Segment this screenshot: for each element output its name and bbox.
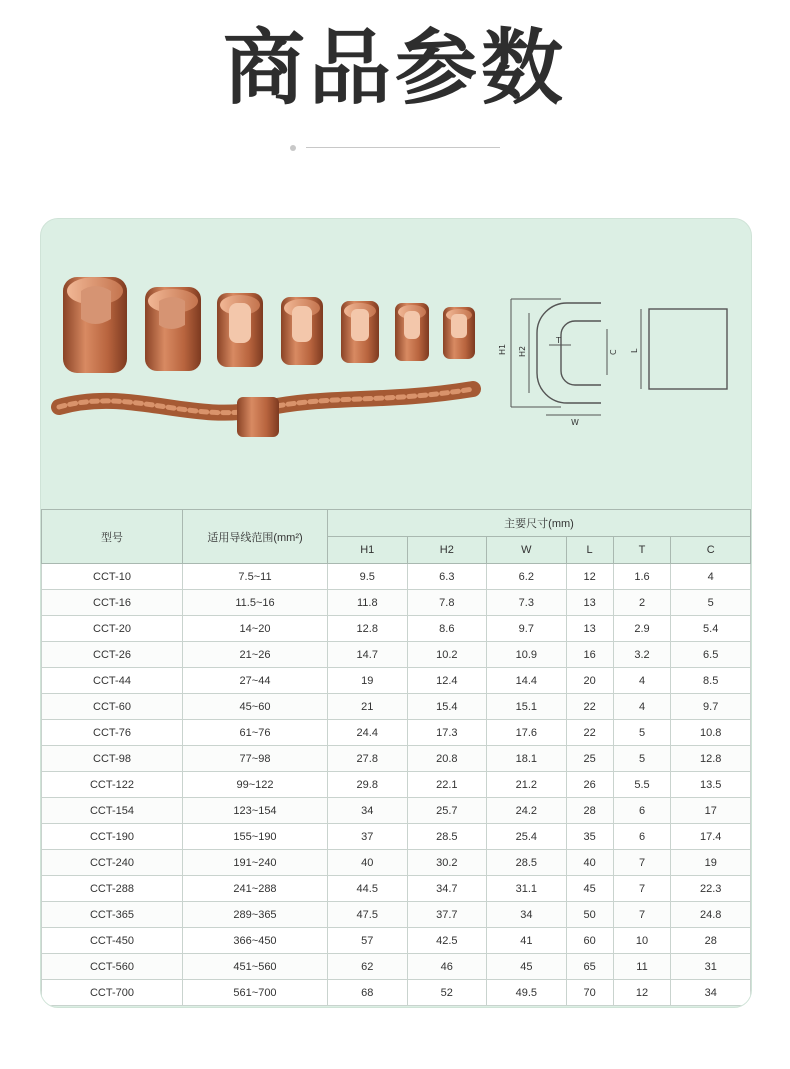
- cell-dim: 16: [566, 642, 613, 668]
- dim-label-w: W: [571, 418, 579, 427]
- cell-dim: 10: [613, 928, 671, 954]
- cell-dim: 62: [328, 954, 408, 980]
- cell-dim: 6: [613, 824, 671, 850]
- cell-dim: 27.8: [328, 746, 408, 772]
- header-dim-h2: H2: [407, 537, 487, 564]
- spec-table: [41, 509, 751, 1006]
- cell-dim: 13.5: [671, 772, 751, 798]
- cell-dim: 7.8: [407, 590, 487, 616]
- table-row: [42, 746, 751, 772]
- cell-dim: 14.4: [487, 668, 567, 694]
- cell-dim: 12.8: [328, 616, 408, 642]
- cell-dim: 22.1: [407, 772, 487, 798]
- cell-dim: 13: [566, 616, 613, 642]
- cell-dim: 17.4: [671, 824, 751, 850]
- cell-dim: 37.7: [407, 902, 487, 928]
- cell-dim: 10.8: [671, 720, 751, 746]
- dim-label-t: T: [556, 336, 561, 345]
- cell-dim: 9.5: [328, 564, 408, 590]
- cell-range: 21~26: [183, 642, 328, 668]
- header-model: 型号: [42, 510, 183, 564]
- copper-clamp-4: [281, 297, 323, 365]
- cell-dim: 25: [566, 746, 613, 772]
- table-row: [42, 668, 751, 694]
- cell-dim: 31.1: [487, 876, 567, 902]
- cell-range: 11.5~16: [183, 590, 328, 616]
- cell-range: 99~122: [183, 772, 328, 798]
- cell-dim: 8.5: [671, 668, 751, 694]
- cell-range: 155~190: [183, 824, 328, 850]
- product-illustration: [41, 219, 751, 504]
- cell-dim: 6.5: [671, 642, 751, 668]
- dim-label-c: C: [609, 349, 618, 355]
- cell-model: CCT-122: [42, 772, 183, 798]
- cell-dim: 21: [328, 694, 408, 720]
- cell-dim: 24.2: [487, 798, 567, 824]
- cell-dim: 28.5: [407, 824, 487, 850]
- cell-dim: 52: [407, 980, 487, 1006]
- table-row: [42, 616, 751, 642]
- cell-dim: 2: [613, 590, 671, 616]
- cell-dim: 22.3: [671, 876, 751, 902]
- cell-model: CCT-44: [42, 668, 183, 694]
- cell-model: CCT-98: [42, 746, 183, 772]
- cell-range: 61~76: [183, 720, 328, 746]
- cell-dim: 22: [566, 694, 613, 720]
- cell-dim: 11.8: [328, 590, 408, 616]
- table-row: [42, 590, 751, 616]
- cell-model: CCT-560: [42, 954, 183, 980]
- cell-dim: 37: [328, 824, 408, 850]
- cell-range: 45~60: [183, 694, 328, 720]
- braided-copper-wire: [59, 389, 473, 437]
- cell-model: CCT-10: [42, 564, 183, 590]
- cell-dim: 5.5: [613, 772, 671, 798]
- cell-dim: 28: [566, 798, 613, 824]
- cell-dim: 19: [671, 850, 751, 876]
- cell-dim: 40: [566, 850, 613, 876]
- cell-dim: 25.4: [487, 824, 567, 850]
- cell-dim: 45: [487, 954, 567, 980]
- cell-dim: 28.5: [487, 850, 567, 876]
- cell-dim: 30.2: [407, 850, 487, 876]
- divider-line: [306, 147, 500, 148]
- table-row: [42, 902, 751, 928]
- cell-dim: 12: [566, 564, 613, 590]
- copper-clamp-1: [63, 277, 127, 373]
- cell-dim: 20: [566, 668, 613, 694]
- header-dim-w: W: [487, 537, 567, 564]
- cell-dim: 44.5: [328, 876, 408, 902]
- cell-dim: 7: [613, 902, 671, 928]
- cell-dim: 8.6: [407, 616, 487, 642]
- cell-dim: 70: [566, 980, 613, 1006]
- cell-dim: 50: [566, 902, 613, 928]
- product-spec-card: [40, 218, 752, 1008]
- copper-clamp-5: [341, 301, 379, 363]
- cell-dim: 19: [328, 668, 408, 694]
- cell-dim: 24.8: [671, 902, 751, 928]
- table-row: [42, 850, 751, 876]
- cell-dim: 11: [613, 954, 671, 980]
- cell-model: CCT-288: [42, 876, 183, 902]
- cell-model: CCT-60: [42, 694, 183, 720]
- cell-model: CCT-16: [42, 590, 183, 616]
- divider-dot: [290, 145, 296, 151]
- cell-dim: 20.8: [407, 746, 487, 772]
- cell-dim: 34: [487, 902, 567, 928]
- cell-dim: 4: [613, 668, 671, 694]
- cell-dim: 15.1: [487, 694, 567, 720]
- cell-dim: 22: [566, 720, 613, 746]
- cell-dim: 4: [613, 694, 671, 720]
- cell-dim: 68: [328, 980, 408, 1006]
- cell-dim: 6.2: [487, 564, 567, 590]
- cell-dim: 17.3: [407, 720, 487, 746]
- cell-dim: 31: [671, 954, 751, 980]
- header-dims: 主要尺寸(mm): [328, 510, 751, 537]
- dimension-drawing: [511, 299, 727, 415]
- table-row: [42, 798, 751, 824]
- dim-label-h2: H2: [518, 345, 527, 357]
- copper-clamp-6: [395, 303, 429, 361]
- cell-dim: 34.7: [407, 876, 487, 902]
- cell-dim: 29.8: [328, 772, 408, 798]
- cell-model: CCT-240: [42, 850, 183, 876]
- header-dim-t: T: [613, 537, 671, 564]
- cell-dim: 13: [566, 590, 613, 616]
- cell-range: 561~700: [183, 980, 328, 1006]
- cell-dim: 9.7: [487, 616, 567, 642]
- cell-dim: 5: [613, 720, 671, 746]
- page-title: 商品参数: [222, 21, 567, 116]
- cell-dim: 1.6: [613, 564, 671, 590]
- cell-dim: 17.6: [487, 720, 567, 746]
- cell-range: 14~20: [183, 616, 328, 642]
- table-row: [42, 980, 751, 1006]
- cell-dim: 34: [671, 980, 751, 1006]
- table-row: [42, 720, 751, 746]
- header-dim-h1: H1: [328, 537, 408, 564]
- table-row: [42, 876, 751, 902]
- cell-dim: 17: [671, 798, 751, 824]
- cell-dim: 21.2: [487, 772, 567, 798]
- cell-range: 77~98: [183, 746, 328, 772]
- cell-range: 241~288: [183, 876, 328, 902]
- cell-dim: 6.3: [407, 564, 487, 590]
- cell-dim: 41: [487, 928, 567, 954]
- cell-model: CCT-76: [42, 720, 183, 746]
- cell-range: 451~560: [183, 954, 328, 980]
- cell-dim: 5: [671, 590, 751, 616]
- copper-clamp-3: [217, 293, 263, 367]
- cell-dim: 34: [328, 798, 408, 824]
- cell-dim: 14.7: [328, 642, 408, 668]
- cell-dim: 12.8: [671, 746, 751, 772]
- cell-dim: 49.5: [487, 980, 567, 1006]
- cell-dim: 4: [671, 564, 751, 590]
- cell-dim: 47.5: [328, 902, 408, 928]
- cell-dim: 7: [613, 850, 671, 876]
- cell-dim: 60: [566, 928, 613, 954]
- cell-dim: 7.3: [487, 590, 567, 616]
- cell-dim: 7: [613, 876, 671, 902]
- table-row: [42, 954, 751, 980]
- cell-dim: 10.9: [487, 642, 567, 668]
- table-row: [42, 928, 751, 954]
- table-row: [42, 642, 751, 668]
- cell-dim: 9.7: [671, 694, 751, 720]
- copper-clamp-7: [443, 307, 475, 359]
- table-row: [42, 824, 751, 850]
- cell-dim: 18.1: [487, 746, 567, 772]
- cell-dim: 46: [407, 954, 487, 980]
- cell-range: 191~240: [183, 850, 328, 876]
- cell-model: CCT-700: [42, 980, 183, 1006]
- copper-clamp-2: [145, 287, 201, 371]
- table-row: [42, 564, 751, 590]
- cell-range: 366~450: [183, 928, 328, 954]
- cell-dim: 24.4: [328, 720, 408, 746]
- cell-model: CCT-20: [42, 616, 183, 642]
- dim-label-h1: H1: [498, 343, 507, 355]
- cell-dim: 2.9: [613, 616, 671, 642]
- cell-dim: 5.4: [671, 616, 751, 642]
- table-row: [42, 694, 751, 720]
- cell-range: 123~154: [183, 798, 328, 824]
- cell-dim: 10.2: [407, 642, 487, 668]
- spec-table-body: [42, 564, 751, 1006]
- cell-dim: 5: [613, 746, 671, 772]
- header-range: 适用导线范围(mm²): [183, 510, 328, 564]
- cell-model: CCT-154: [42, 798, 183, 824]
- dim-label-l: L: [630, 348, 639, 353]
- cell-range: 7.5~11: [183, 564, 328, 590]
- cell-dim: 45: [566, 876, 613, 902]
- cell-range: 27~44: [183, 668, 328, 694]
- cell-dim: 40: [328, 850, 408, 876]
- cell-dim: 15.4: [407, 694, 487, 720]
- cell-dim: 42.5: [407, 928, 487, 954]
- header-dim-l: L: [566, 537, 613, 564]
- cell-dim: 12: [613, 980, 671, 1006]
- cell-dim: 35: [566, 824, 613, 850]
- cell-model: CCT-190: [42, 824, 183, 850]
- cell-range: 289~365: [183, 902, 328, 928]
- cell-dim: 6: [613, 798, 671, 824]
- cell-dim: 26: [566, 772, 613, 798]
- cell-dim: 28: [671, 928, 751, 954]
- cell-model: CCT-26: [42, 642, 183, 668]
- cell-dim: 12.4: [407, 668, 487, 694]
- cell-model: CCT-450: [42, 928, 183, 954]
- cell-model: CCT-365: [42, 902, 183, 928]
- cell-dim: 65: [566, 954, 613, 980]
- cell-dim: 3.2: [613, 642, 671, 668]
- header-dim-c: C: [671, 537, 751, 564]
- table-row: [42, 772, 751, 798]
- cell-dim: 57: [328, 928, 408, 954]
- cell-dim: 25.7: [407, 798, 487, 824]
